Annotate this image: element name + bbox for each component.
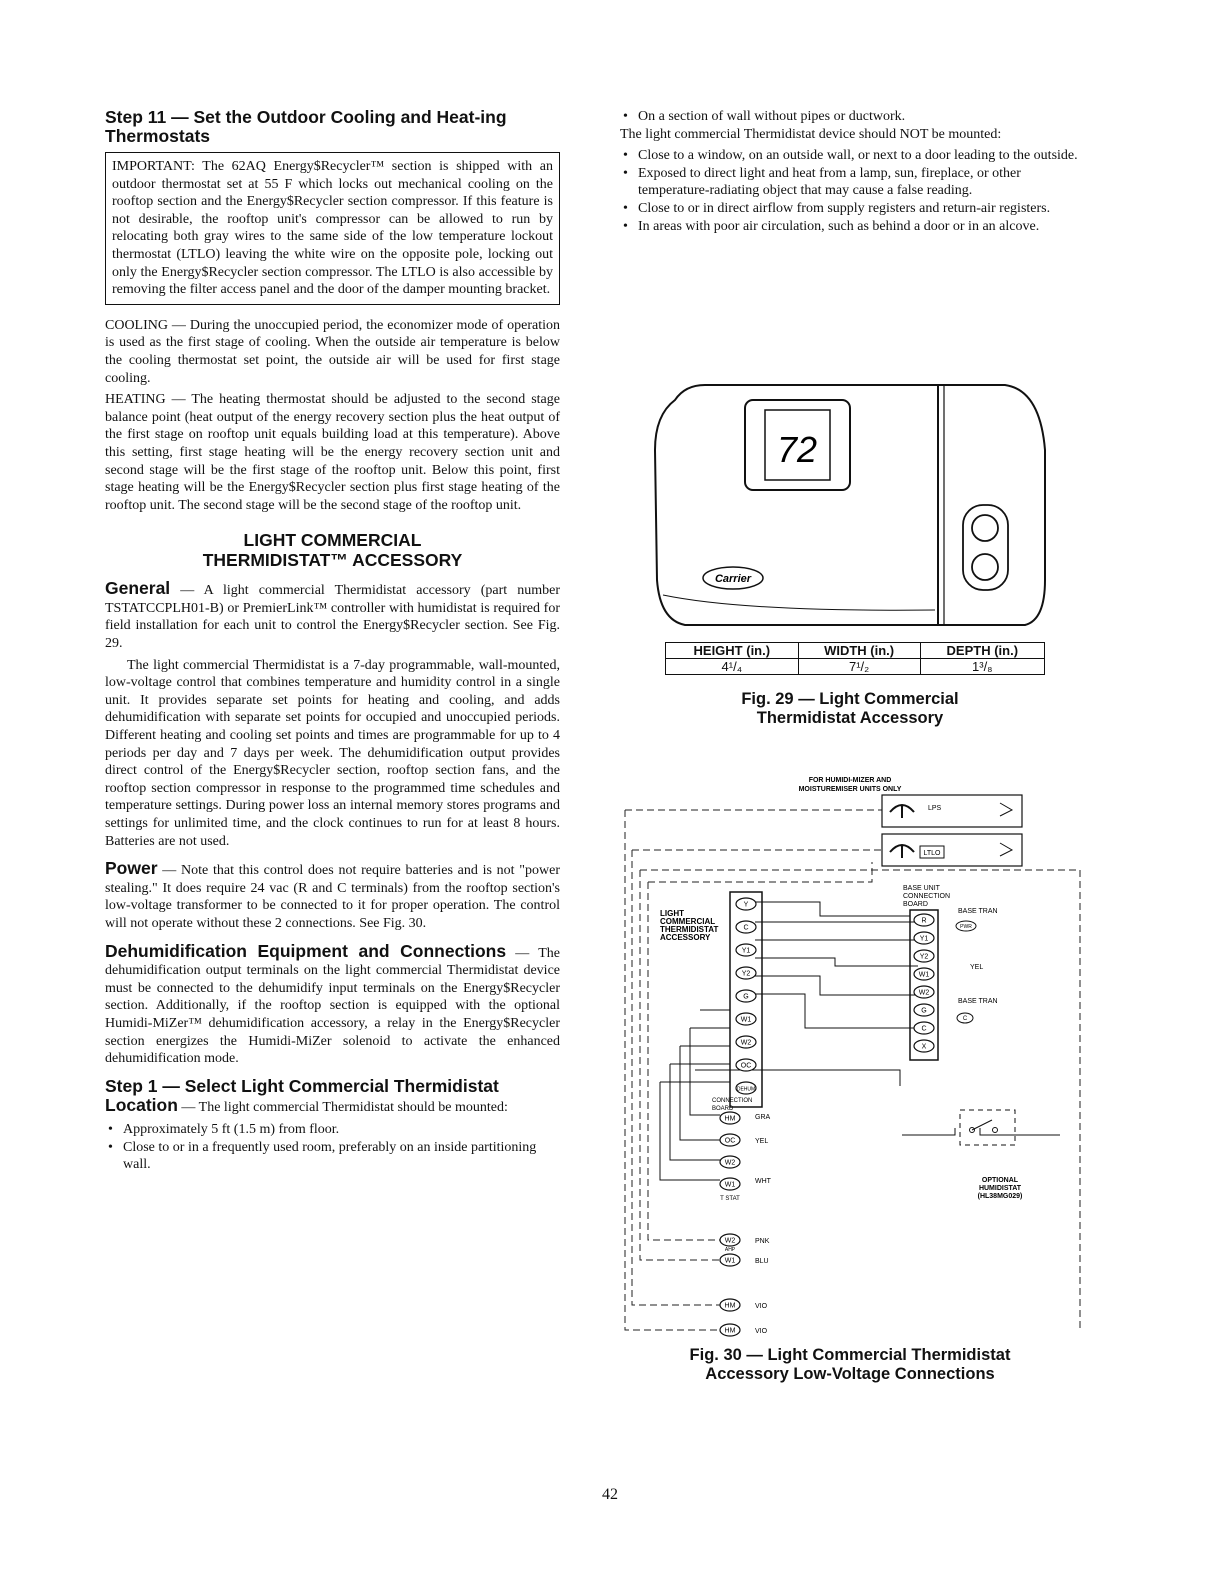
fig30-caption [620,1346,1080,1384]
right-column [620,108,1080,235]
wire-color-label: GRA [755,1114,771,1121]
list-item: • Approximately 5 ft (1.5 m) from floor. [105,1121,560,1139]
base-unit-label-line2: CONNECTION [903,893,951,900]
humidistat-label-line1: OPTIONAL [981,1177,1019,1184]
dehum-paragraph [105,940,560,1068]
terminal-label: OC [740,1062,752,1070]
up-button-icon [972,515,998,541]
terminal-label: W2 [724,1159,736,1167]
conn-terminal [720,1156,740,1168]
base-terminal [914,1040,934,1052]
conn-terminal [720,1112,740,1124]
terminal-label: Y1 [919,935,929,943]
cooling-paragraph: COOLING — During the unoccupied period, the economizer mode of operation is used as the first stage of cooling. When the outside air temperature is below the cooling thermostat set point, the outside air will be used for first stage cooling. [105,317,560,386]
page-number: 42 [602,1486,618,1503]
fig30-caption-line1: Fig. 30 — Light Commercial Thermidistat [689,1346,1011,1364]
hm-terminal [720,1299,740,1311]
list-item: • Close to a window, on an outside wall, or next to a door leading to the outside. [620,147,1080,165]
top-bullet [620,108,1080,126]
general-label: General [105,578,171,599]
stat-terminal [736,944,756,956]
dimensions-table [665,642,1045,675]
list-item: • Close to or in direct airflow from supply registers and return-air registers. [620,200,1080,218]
base-terminal [914,950,934,962]
lower-terminal [720,1234,740,1246]
wire-color-label: WHT [755,1178,771,1185]
left-column [105,108,560,1174]
base-unit-label-line1: BASE UNIT [903,885,940,892]
base-tran-label: BASE TRAN [958,908,998,915]
button-housing [963,505,1008,590]
terminal-label: HM [724,1115,736,1123]
dimensions-table-wrap [665,642,1045,675]
base-terminal [914,1004,934,1016]
step1-paragraph [105,1075,560,1117]
section-heading [105,530,560,570]
pwr-label: PWR [960,924,972,930]
stat-terminal [736,1036,756,1048]
terminal-label: C [743,924,749,932]
table-header: DEPTH (in.) [920,643,1044,659]
tstat-label: T STAT [720,1196,740,1202]
step1-label: Step 1 — Select Light Commercial Thermidistat Location [105,1075,499,1116]
coil-icon [1000,803,1012,816]
base-tran-label-2: BASE TRAN [958,998,998,1005]
stat-terminal [736,1059,756,1071]
ltlo-label: LTLO [923,850,941,857]
table-header: WIDTH (in.) [798,643,920,659]
power-label: Power [105,858,158,879]
stat-label-line2: COMMERCIAL [660,917,716,926]
terminal-label: W2 [740,1039,752,1047]
stat-terminal [736,921,756,933]
terminal-label: HM [724,1302,736,1310]
coil-icon [1000,843,1012,856]
wire [755,958,918,966]
table-cell: 1³/₈ [920,659,1044,675]
base-terminal [914,932,934,944]
c-label: C [962,1016,968,1022]
body-bevel-line [663,595,935,610]
terminal-label: C [921,1025,927,1033]
top-note-line1: FOR HUMIDI-MIZER AND [808,777,892,784]
stat-terminal [736,1013,756,1025]
heating-paragraph: HEATING — The heating thermostat should be adjusted to the second stage balance point (heat output of the energy recovery section plus the heat output of the first stage on rooftop unit equals building load at this temperature). Above this setting, first stage heating will be the energy recovery section unit and second stage will be the first stage of the rooftop unit. Below this point, first stage heating will be the Energy$Recycler section plus first stage heating of the rooftop unit. The second stage will be the second stage of the rooftop unit. [105,392,560,513]
wire [695,1070,900,1086]
step11-heading: Step 11 — Set the Outdoor Cooling and Heat-ing Thermostats [105,107,507,146]
important-box: IMPORTANT: The 62AQ Energy$Recycler™ section is shipped with an outdoor thermostat set at 55 F which locks out mechanical cooling on the rooftop section and the Energy$Recycler section compressor. If this feature is not desirable, the rooftop unit's compressor can be allowed to run by relocating both gray wires to the same side of the low temperature lockout thermostat (LTLO) leaving the white wire on the opposite pole, locking out only the Energy$Recycler section compressor. The LTLO is also accessible by removing the filter access panel and the door of the damper mounting bracket. [105,152,560,305]
fig29-caption [620,690,1080,728]
terminal-label: Y2 [919,953,929,961]
fig30-caption-line2: Accessory Low-Voltage Connections [705,1365,995,1383]
thermidistat-paragraph: The light commercial Thermidistat is a 7-day programmable, wall-mounted, low-voltage control that combines temperature and humidity control in a single unit. It provides separate set points for heating and cooling, and adds dehumidification with separate set points for occupied and unoccupied periods. Different heating and cooling set points and times are programmable for up to 4 periods per day and 7 days per week. The dehumidification output provides direct control of the Energy$Recycler section, rooftop section fans, and the rooftop section compressor in response to the programmed time schedules and temperature settings. During power loss an internal memory stores programs and settings for unlimited time, and the clock continues to run for at least 8 hours. Batteries are not used. [105,657,560,849]
terminal-label: G [743,993,749,1001]
hm-terminal [720,1324,740,1336]
list-item: • In areas with poor air circulation, such as behind a door or in an alcove. [620,218,1080,236]
down-button-icon [972,554,998,580]
step1-text: — The light commercial Thermidistat should be mounted: [177,1100,508,1116]
table-row [666,643,1045,659]
list-item: • Exposed to direct light and heat from a lamp, sun, fireplace, or other temperature-radiating object that may cause a false reading. [620,165,1080,200]
wiring-diagram [620,770,1090,1340]
table-row [666,659,1045,675]
stat-label-line1: LIGHT [660,909,684,918]
humidistat-label-line2: HUMIDISTAT [978,1185,1022,1192]
display-readout: 72 [776,429,818,470]
list-item: • On a section of wall without pipes or ductwork. [620,108,1080,126]
wire [755,902,910,916]
stat-terminal [736,990,756,1002]
section-heading-line2: THERMIDISTAT™ ACCESSORY [202,550,463,571]
terminal-label: R [921,917,927,925]
wire [902,1128,1060,1135]
base-terminal [914,986,934,998]
wire-color-label: VIO [755,1328,768,1335]
lower-terminal [720,1254,740,1266]
conn-terminal [720,1178,740,1190]
stat-terminal [736,967,756,979]
wire [755,994,918,1028]
base-unit-label-line3: BOARD [903,901,928,908]
wire [670,1064,730,1160]
terminal-label: OC [724,1137,736,1145]
terminal-label: W2 [724,1237,736,1245]
wire-color-label: YEL [755,1138,769,1145]
base-terminal [914,914,934,926]
lps-switch-icon [890,805,914,818]
terminal-label: W1 [918,971,930,979]
terminal-label: W1 [724,1181,736,1189]
ahp-label: AHP [724,1247,736,1253]
section-heading-line1: LIGHT COMMERCIAL [243,530,422,551]
wire-color-label: PNK [755,1238,770,1245]
carrier-logo-text: Carrier [714,573,752,585]
fig29-caption-line2: Thermidistat Accessory [756,709,944,727]
base-terminal [914,968,934,980]
terminal-label: Y2 [741,970,751,978]
terminal-label: Y [743,901,749,909]
terminal-label: W2 [918,989,930,997]
lps-label: LPS [928,805,942,812]
power-paragraph [105,860,560,932]
dehum-text: — The dehumidification output terminals on the light commercial Thermidistat device must be connected to the dehumidify input terminals on the Energy$Recycler section. Additionally, if the rooftop section is equipped with the optional Humidi-MiZer™ dehumidification accessory, a relay in the Energy$Recycler section energizes the Humidi-MiZer solenoid to activate the enhanced dehumidification mode. [105,945,560,1067]
wire [755,976,918,995]
wire [648,862,872,882]
wire-color-label: VIO [755,1303,768,1310]
terminal-label: G [921,1007,927,1015]
wire [680,1046,730,1140]
terminal-label: HM [724,1327,736,1335]
conn-board-label-line1: CONNECTION [712,1098,753,1104]
terminal-label: DEHUM [736,1086,756,1093]
terminal-label: Y1 [741,947,751,955]
humidistat-box [960,1110,1015,1145]
thermostat-illustration [645,380,1055,635]
switch-contact-icon [993,1128,998,1133]
stat-label-line3: THERMIDISTAT [660,925,719,934]
base-terminal [914,1022,934,1034]
ltlo-switch-icon [890,845,914,858]
humidistat-label-line3: (HL38MG029) [977,1193,1023,1200]
wire-color-label: BLU [755,1258,769,1265]
terminal-label: W1 [724,1257,736,1265]
stat-terminal [736,1082,756,1094]
dehum-label: Dehumidification Equipment and Connections [105,940,507,961]
power-text: — Note that this control does not require batteries and is not "power stealing." It does require 24 vac (R and C terminals) from the rooftop section's low-voltage transformer to be connected to it for proper operation. The control will not operate without these 2 connections. See Fig. 30. [105,863,560,931]
top-note-line2: MOISTUREMISER UNITS ONLY [798,786,902,793]
terminal-label: W1 [740,1016,752,1024]
terminal-label: X [921,1043,927,1051]
not-mounted-bullets [620,147,1080,235]
conn-terminal [720,1134,740,1146]
stat-label-line4: ACCESSORY [660,933,711,942]
table-cell: 7¹/₂ [798,659,920,675]
stat-terminal [736,898,756,910]
conn-board-label-line2: BOARD [712,1106,734,1112]
not-mounted-paragraph: The light commercial Thermidistat device should NOT be mounted: [620,126,1002,142]
mount-bullets [105,1121,560,1174]
general-paragraph [105,580,560,652]
fig29-caption-line1: Fig. 29 — Light Commercial [741,690,959,708]
table-cell: 4¹/₄ [666,659,799,675]
yel-wire-label: YEL [970,964,984,971]
table-header: HEIGHT (in.) [666,643,799,659]
switch-blade-icon [972,1120,992,1130]
list-item: • Close to or in a frequently used room, preferably on an inside partitioning wall. [105,1139,560,1174]
general-text: — A light commercial Thermidistat accessory (part number TSTATCCPLH01-B) or PremierLink™ controller with humidistat is required for field installation for each unit to control the Energy$Recycler section. See Fig. 29. [105,583,560,652]
